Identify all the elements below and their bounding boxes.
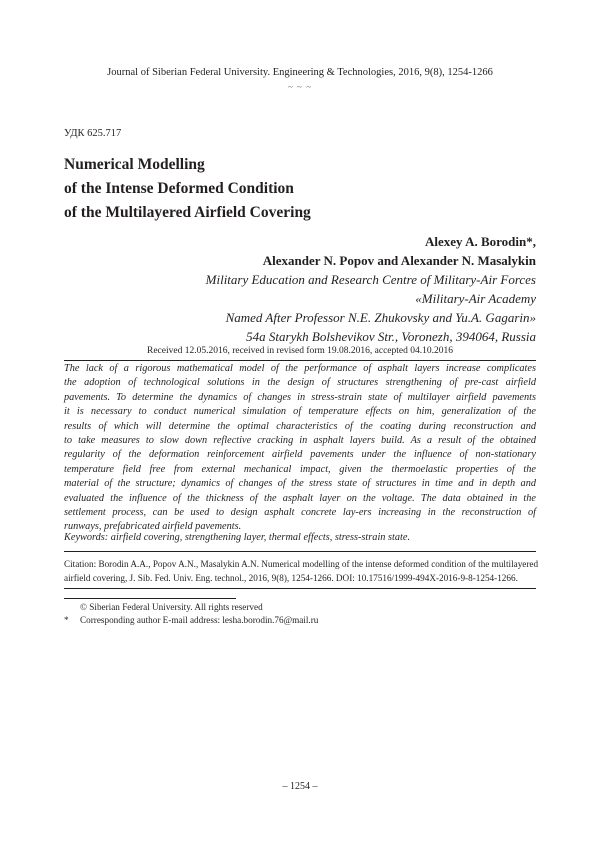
journal-header: Journal of Siberian Federal University. Engineering & Technologies, 2016, 9(8), 1254-1266: [107, 67, 493, 78]
divider: [64, 551, 536, 552]
keywords: Keywords: airfield covering, strengthening layer, thermal effects, stress-strain state.: [64, 532, 411, 543]
abstract-line: regularity of the deformation reinforcement airfield pavements under the influence of non-stationary: [64, 449, 536, 461]
abstract: [64, 362, 536, 535]
abstract-line: results of which will determine the optimal characteristics of the coating during reconstruction and: [64, 420, 536, 432]
divider: [64, 588, 536, 589]
affiliation-line-3: Named After Professor N.E. Zhukovsky and Yu.A. Gagarin»: [225, 310, 536, 325]
citation: [64, 558, 539, 585]
footnote-separator: [64, 598, 236, 599]
abstract-line: material of the structure; dynamics of changes of the stress state of structures in time and in depth and: [64, 478, 536, 490]
citation-line-1: Citation: Borodin A.A., Popov A.N., Masalykin A.N. Numerical modelling of the intense deformed condition of the multilayered: [64, 559, 539, 569]
paper-title: [64, 153, 544, 225]
page-number: – 1254 –: [282, 781, 318, 792]
copyright-text: © Siberian Federal University. All rights reserved: [80, 602, 263, 612]
footnote-corresponding: [64, 615, 318, 625]
affiliation-line-2: «Military-Air Academy: [415, 291, 536, 306]
abstract-line: it is necessary to conduct numerical simulation of temperature effects on him, generalization of the: [64, 406, 536, 418]
abstract-line: settlement process, can be used to design asphalt concrete lay-ers increasing in the reconstruction of: [64, 507, 536, 519]
affiliation-line-4: 54a Starykh Bolshevikov Str., Voronezh, 394064, Russia: [246, 329, 536, 344]
abstract-line: The lack of a rigorous mathematical model of the performance of asphalt layers increase complicates: [64, 363, 536, 374]
header-ornament: ~ ~ ~: [287, 82, 313, 92]
title-line-2: of the Intense Deformed Condition: [64, 180, 294, 197]
author-line-1: Alexey A. Borodin*,: [425, 234, 536, 249]
corresponding-email: Corresponding author E-mail address: lesha.borodin.76@mail.ru: [80, 615, 319, 625]
udk-code: УДК 625.717: [64, 128, 122, 139]
abstract-line: pavements. To determine the dynamics of changes in stress-strain state of multilayer airfield pavements: [64, 391, 536, 403]
title-line-3: of the Multilayered Airfield Covering: [64, 204, 311, 221]
abstract-line: to take measures to slow down reflective cracking in asphalt layers build. As a result of the obtained: [64, 435, 536, 447]
abstract-line: temperature field free from external mechanical impact, given the thermoelastic properties of the: [64, 463, 536, 475]
author-block: [76, 232, 536, 346]
author-line-2: Alexander N. Popov and Alexander N. Masalykin: [262, 253, 536, 268]
abstract-line: the adoption of technological solutions in the design of structures strengthening of pre-cast airfield: [64, 377, 536, 389]
footnote-copyright: [64, 602, 263, 612]
title-line-1: Numerical Modelling: [64, 156, 205, 173]
citation-line-2: airfield covering, J. Sib. Fed. Univ. Eng. technol., 2016, 9(8), 1254-1266. DOI: 10.17516/1999-494X-2016-9-8-1254-1266.: [64, 572, 518, 583]
abstract-line: evaluated the influence of the thickness of the asphalt layer on the voltage. The data obtained in the: [64, 492, 536, 504]
asterisk-mark: *: [64, 615, 69, 625]
received-dates: Received 12.05.2016, received in revised form 19.08.2016, accepted 04.10.2016: [146, 346, 454, 356]
abstract-line: runways, prefabricated airfield pavements.: [64, 521, 242, 533]
divider: [64, 360, 536, 361]
affiliation-line-1: Military Education and Research Centre of Military-Air Forces: [205, 272, 536, 287]
